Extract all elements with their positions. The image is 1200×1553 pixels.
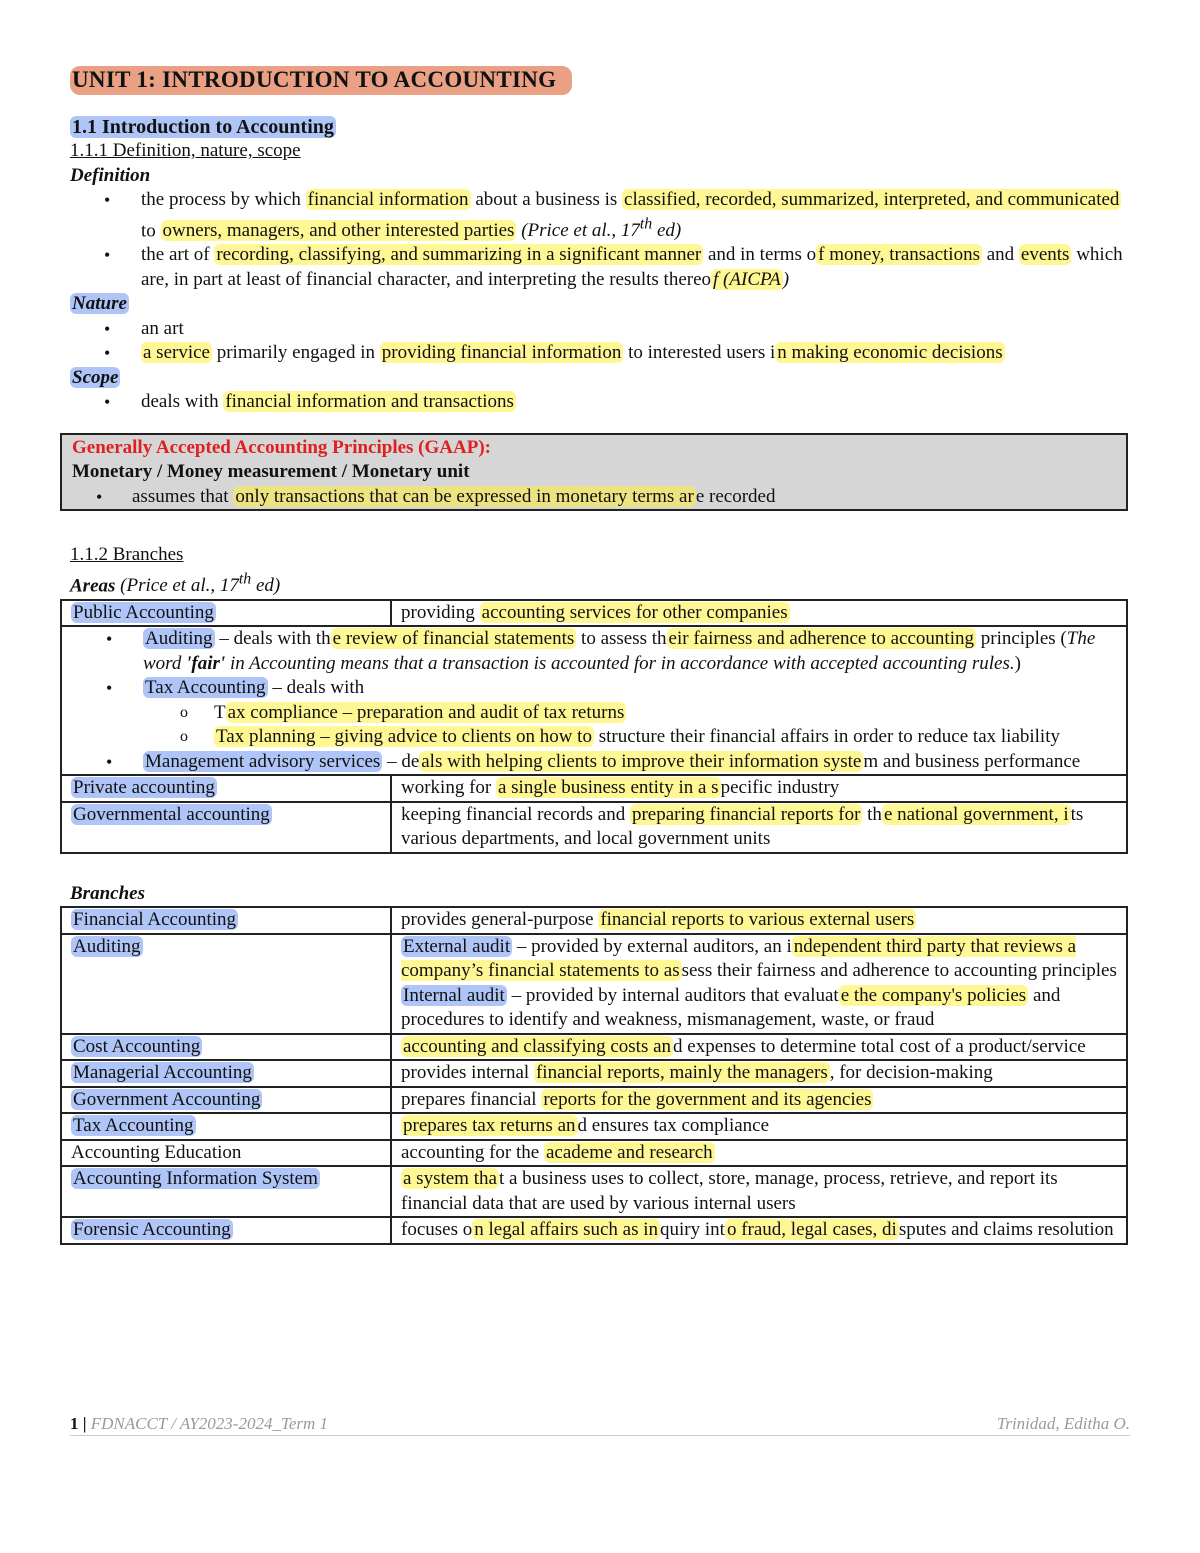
table-row xyxy=(61,1166,1127,1217)
scope-label: Scope xyxy=(72,366,119,388)
course-code: FDNACCT / AY2023-2024_Term 1 xyxy=(90,1414,329,1433)
branch-desc-cell: provides general-purpose financial reports to various external users xyxy=(391,907,1127,934)
public-accounting-details-cell xyxy=(61,626,1127,775)
definition-item-2: • the art of recording, classifying, and summarizing in a significant manner and in terms o f money, transactions and events which are, in part at least of financial character, and interpreting the results thereo f (AICPA ) xyxy=(70,243,1130,292)
table-row xyxy=(61,600,1127,627)
branch-desc-cell: focuses o n legal affairs such as in quiry int o fraud, legal cases, di sputes and claims resolution xyxy=(391,1217,1127,1244)
branch-name-cell: Forensic Accounting xyxy=(61,1217,391,1244)
page-number: 1 | xyxy=(70,1414,91,1433)
gaap-list xyxy=(72,485,1116,510)
area-desc-cell: keeping financial records and preparing financial reports for th e national government, i ts various departments, and local government units xyxy=(391,802,1127,853)
branch-name-cell: Accounting Information System xyxy=(61,1166,391,1217)
table-row xyxy=(61,1087,1127,1114)
list-item: • Auditing – deals with th e review of financial statements to assess th eir fairness and adherence to accounting principles (The word 'fair' in Accounting means that a transaction is accounted for in accordance with accepted accounting rules.) xyxy=(72,627,1117,676)
list-item: • Management advisory services – de als with helping clients to improve their information syste m and business performance xyxy=(72,750,1117,775)
table-row xyxy=(61,934,1127,1034)
areas-citation: (Price et al., 17th ed) xyxy=(115,570,281,597)
list-item: o T ax compliance – preparation and audit of tax returns xyxy=(143,701,1117,726)
gaap-item: • assumes that only transactions that can be expressed in monetary terms ar e recorded xyxy=(72,485,1116,510)
section-1-1-text: 1.1 Introduction to Accounting xyxy=(72,115,334,138)
branch-desc-cell: prepares tax returns an d ensures tax compliance xyxy=(391,1113,1127,1140)
page-footer xyxy=(70,1412,1130,1436)
gaap-title: Generally Accepted Accounting Principles (GAAP): xyxy=(72,436,491,458)
table-row xyxy=(61,802,1127,853)
branch-desc-cell: accounting and classifying costs an d expenses to determine total cost of a product/service xyxy=(391,1034,1127,1061)
branch-name-cell: Accounting Education xyxy=(61,1140,391,1167)
area-name-cell: Governmental accounting xyxy=(61,802,391,853)
areas-heading: Areas (Price et al., 17th ed) xyxy=(70,570,281,597)
table-row xyxy=(61,1034,1127,1061)
area-desc-cell: providing accounting services for other companies xyxy=(391,600,1127,627)
branch-name-cell: Government Accounting xyxy=(61,1087,391,1114)
list-item: o Tax planning – giving advice to clients on how to structure their financial affairs in order to reduce tax liability xyxy=(143,725,1117,750)
branch-name-cell: Auditing xyxy=(61,934,391,1034)
section-1-1-2-heading: 1.1.2 Branches xyxy=(70,544,184,566)
section-1-1-heading xyxy=(70,115,1130,140)
areas-table xyxy=(60,599,1128,854)
branch-name-cell: Managerial Accounting xyxy=(61,1060,391,1087)
table-row xyxy=(61,1140,1127,1167)
branches-block xyxy=(70,882,1130,1245)
section-1-1-1-heading: 1.1.1 Definition, nature, scope xyxy=(70,140,301,161)
definition-label: Definition xyxy=(70,164,151,186)
scope-list xyxy=(70,390,1130,415)
table-row xyxy=(61,1217,1127,1244)
tax-sub-list xyxy=(143,701,1117,750)
branch-desc-cell: a system tha t a business uses to collect, store, manage, process, retrieve, and report its financial data that are used by various internal users xyxy=(391,1166,1127,1217)
list-item: • Tax Accounting – deals with o T ax compliance – preparation and audit of tax returns o Tax planning – giving advice to clients on how to structure their financial affairs in order to reduce tax liability xyxy=(72,676,1117,750)
internal-audit-text: Internal audit – provided by internal auditors that evaluat e the company's policies and procedures to identify and weakness, mismanagement, waste, or fraud xyxy=(401,984,1061,1031)
branch-desc-cell: provides internal financial reports, mainly the managers , for decision-making xyxy=(391,1060,1127,1087)
branches-section xyxy=(70,543,1130,853)
definition-list xyxy=(70,188,1130,292)
branches-label: Branches xyxy=(70,882,145,904)
scope-item-1: • deals with financial information and transactions xyxy=(70,390,1130,415)
branch-desc-cell xyxy=(391,934,1127,1034)
branches-table xyxy=(60,906,1128,1245)
branch-desc-cell: accounting for the academe and research xyxy=(391,1140,1127,1167)
branch-desc-cell: prepares financial reports for the government and its agencies xyxy=(391,1087,1127,1114)
branch-name-cell: Tax Accounting xyxy=(61,1113,391,1140)
table-row xyxy=(61,775,1127,802)
nature-item-1: • an art xyxy=(70,317,1130,342)
gaap-box xyxy=(60,433,1128,512)
table-row xyxy=(61,1060,1127,1087)
nature-item-2: • a service primarily engaged in providing financial information to interested users i n making economic decisions xyxy=(70,341,1130,366)
definition-citation: (Price et al., 17th ed) xyxy=(516,215,682,241)
unit-title: UNIT 1: INTRODUCTION TO ACCOUNTING xyxy=(70,66,572,95)
author-name: Trinidad, Editha O. xyxy=(996,1414,1130,1433)
nature-label: Nature xyxy=(72,293,127,315)
table-row xyxy=(61,1113,1127,1140)
gaap-subtitle: Monetary / Money measurement / Monetary unit xyxy=(72,461,470,483)
area-desc-cell: working for a single business entity in a s pecific industry xyxy=(391,775,1127,802)
table-row xyxy=(61,907,1127,934)
area-name-cell: Private accounting xyxy=(61,775,391,802)
table-row xyxy=(61,626,1127,775)
nature-list xyxy=(70,317,1130,366)
nature-block xyxy=(70,292,1130,366)
branch-name-cell: Cost Accounting xyxy=(61,1034,391,1061)
definition-item-1: • the process by which financial information about a business is classified, recorded, summarized, interpreted, and communicated to owners, managers, and other interested parties (Price et al., 17th ed) xyxy=(70,188,1130,243)
branch-name-cell: Financial Accounting xyxy=(61,907,391,934)
area-name-cell: Public Accounting xyxy=(61,600,391,627)
scope-block xyxy=(70,366,1130,415)
definition-block xyxy=(70,164,1130,293)
external-audit-text: External audit – provided by external auditors, an i ndependent third party that reviews a company’s financial statements to as sess their fairness and adherence to accounting principles xyxy=(401,935,1117,982)
public-accounting-list xyxy=(72,627,1117,774)
document-page xyxy=(70,66,1130,1245)
